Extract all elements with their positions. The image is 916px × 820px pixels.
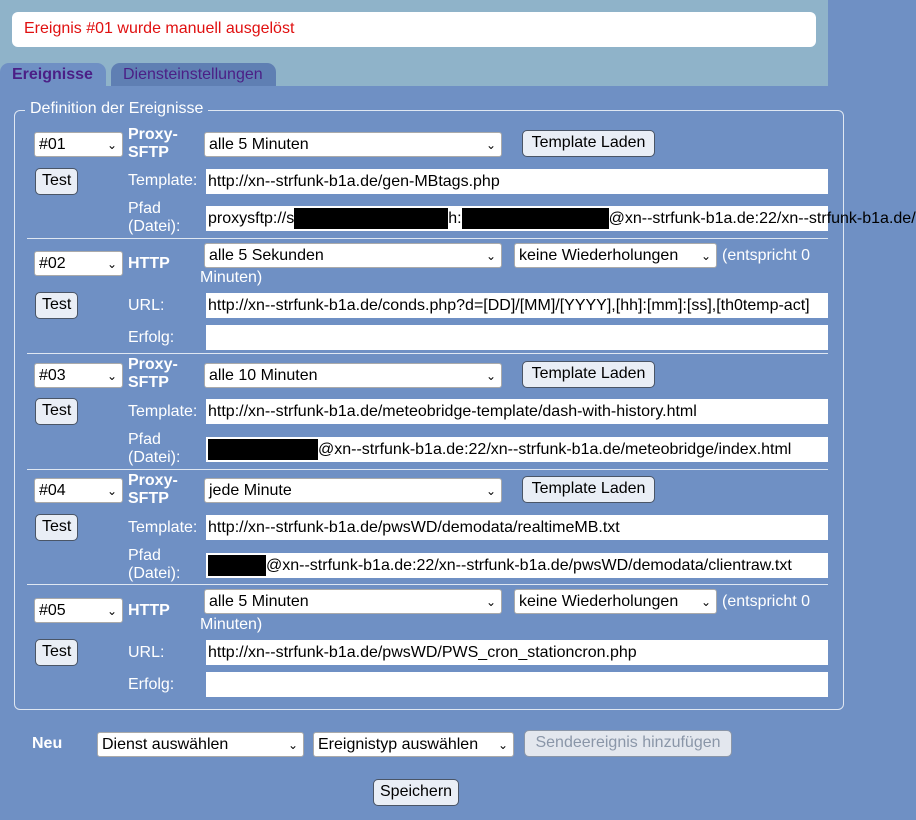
interval-value: alle 10 Minuten	[209, 367, 318, 384]
chevron-down-icon: ⌄	[485, 138, 496, 152]
interval-note-cont: Minuten)	[200, 269, 263, 286]
event-id-value: #03	[39, 367, 66, 384]
chevron-down-icon: ⌄	[287, 738, 298, 752]
separator	[27, 353, 828, 354]
url-input-05[interactable]: http://xn--strfunk-b1a.de/pwsWD/PWS_cron_stationcron.php	[206, 640, 828, 665]
test-button-05[interactable]: Test	[35, 639, 78, 666]
template-input-04[interactable]: http://xn--strfunk-b1a.de/pwsWD/demodata/realtimeMB.txt	[206, 515, 828, 540]
test-button-03[interactable]: Test	[35, 398, 78, 425]
interval-select-02[interactable]	[204, 243, 502, 268]
path-suffix: @xn--strfunk-b1a.de:22/xn--strfunk-b1a.de/	[608, 210, 916, 227]
chevron-down-icon: ⌄	[106, 484, 117, 498]
interval-note-cont: Minuten)	[200, 616, 263, 633]
service-name-05: HTTP	[128, 602, 170, 619]
template-input-01[interactable]: http://xn--strfunk-b1a.de/gen-MBtags.php	[206, 169, 828, 194]
service-name-02: HTTP	[128, 255, 170, 272]
event-id-select-05[interactable]	[34, 598, 123, 623]
separator	[27, 238, 828, 239]
path-input-03[interactable]	[206, 437, 828, 462]
add-send-event-button[interactable]: Sendeereignis hinzufügen	[524, 730, 732, 757]
chevron-down-icon: ⌄	[106, 604, 117, 618]
interval-select-05[interactable]	[204, 589, 502, 614]
separator	[27, 584, 828, 585]
chevron-down-icon: ⌄	[485, 595, 496, 609]
event-type-select-value: Ereignistyp auswählen	[318, 736, 479, 753]
event-id-value: #02	[39, 255, 66, 272]
event-id-value: #04	[39, 482, 66, 499]
path-label: Pfad (Datei):	[128, 431, 181, 466]
service-select[interactable]	[97, 732, 304, 757]
chevron-down-icon: ⌄	[700, 595, 711, 609]
event-type-select[interactable]	[313, 732, 514, 757]
new-event-label: Neu	[32, 735, 63, 752]
path-label: Pfad (Datei):	[128, 200, 181, 235]
repeat-select-05[interactable]	[514, 589, 717, 614]
url-label: URL:	[128, 644, 165, 661]
chevron-down-icon: ⌄	[106, 369, 117, 383]
tab-events[interactable]: Ereignisse	[0, 63, 106, 86]
redacted-block	[462, 208, 609, 229]
separator	[27, 469, 828, 470]
tab-service-settings[interactable]: Diensteinstellungen	[111, 63, 276, 86]
template-label: Template:	[128, 172, 198, 189]
path-mid: h:	[448, 210, 462, 227]
interval-select-04[interactable]	[204, 478, 502, 503]
event-id-select-02[interactable]	[34, 251, 123, 276]
interval-select-01[interactable]	[204, 132, 502, 157]
repeat-value: keine Wiederholungen	[519, 593, 679, 610]
service-name-03: Proxy- SFTP	[128, 356, 178, 391]
status-notice: Ereignis #01 wurde manuell ausgelöst	[12, 12, 816, 47]
service-name-04: Proxy- SFTP	[128, 472, 178, 507]
event-id-select-01[interactable]	[34, 132, 123, 157]
service-select-value: Dienst auswählen	[102, 736, 229, 753]
load-template-button-04[interactable]: Template Laden	[522, 476, 655, 503]
redacted-block	[294, 208, 448, 229]
save-button[interactable]: Speichern	[373, 779, 459, 806]
event-id-value: #01	[39, 136, 66, 153]
chevron-down-icon: ⌄	[485, 484, 496, 498]
template-input-03[interactable]: http://xn--strfunk-b1a.de/meteobridge-template/dash-with-history.html	[206, 399, 828, 424]
test-button-01[interactable]: Test	[35, 168, 78, 195]
url-label: URL:	[128, 297, 165, 314]
interval-value: alle 5 Sekunden	[209, 247, 324, 264]
template-label: Template:	[128, 519, 198, 536]
interval-note: (entspricht 0	[722, 247, 811, 264]
chevron-down-icon: ⌄	[106, 257, 117, 271]
test-button-02[interactable]: Test	[35, 292, 78, 319]
service-name-01: Proxy- SFTP	[128, 126, 178, 161]
interval-note: (entspricht 0	[722, 593, 811, 610]
event-id-select-04[interactable]	[34, 478, 123, 503]
url-input-02[interactable]: http://xn--strfunk-b1a.de/conds.php?d=[DD]/[MM]/[YYYY],[hh]:[mm]:[ss],[th0temp-act]	[206, 293, 828, 318]
success-label: Erfolg:	[128, 676, 175, 693]
load-template-button-03[interactable]: Template Laden	[522, 361, 655, 388]
interval-value: alle 5 Minuten	[209, 136, 309, 153]
template-label: Template:	[128, 403, 198, 420]
chevron-down-icon: ⌄	[700, 249, 711, 263]
repeat-select-02[interactable]	[514, 243, 717, 268]
path-suffix: @xn--strfunk-b1a.de:22/xn--strfunk-b1a.de/meteobridge/index.html	[318, 441, 792, 458]
redacted-block	[208, 555, 266, 576]
path-input-04[interactable]	[206, 553, 828, 578]
path-suffix: @xn--strfunk-b1a.de:22/xn--strfunk-b1a.de/pwsWD/demodata/clientraw.txt	[266, 557, 792, 574]
repeat-value: keine Wiederholungen	[519, 247, 679, 264]
chevron-down-icon: ⌄	[485, 249, 496, 263]
success-input-05[interactable]	[206, 672, 828, 697]
event-id-value: #05	[39, 602, 66, 619]
path-input-01[interactable]	[206, 206, 916, 231]
interval-value: jede Minute	[209, 482, 292, 499]
test-button-04[interactable]: Test	[35, 514, 78, 541]
chevron-down-icon: ⌄	[485, 369, 496, 383]
path-label: Pfad (Datei):	[128, 547, 181, 582]
interval-select-03[interactable]	[204, 363, 502, 388]
chevron-down-icon: ⌄	[497, 738, 508, 752]
fieldset-legend: Definition der Ereignisse	[25, 99, 208, 118]
event-id-select-03[interactable]	[34, 363, 123, 388]
path-prefix: proxysftp://s	[208, 210, 295, 227]
interval-value: alle 5 Minuten	[209, 593, 309, 610]
success-label: Erfolg:	[128, 329, 175, 346]
redacted-block	[208, 439, 318, 460]
chevron-down-icon: ⌄	[106, 138, 117, 152]
load-template-button-01[interactable]: Template Laden	[522, 130, 655, 157]
success-input-02[interactable]	[206, 325, 828, 350]
